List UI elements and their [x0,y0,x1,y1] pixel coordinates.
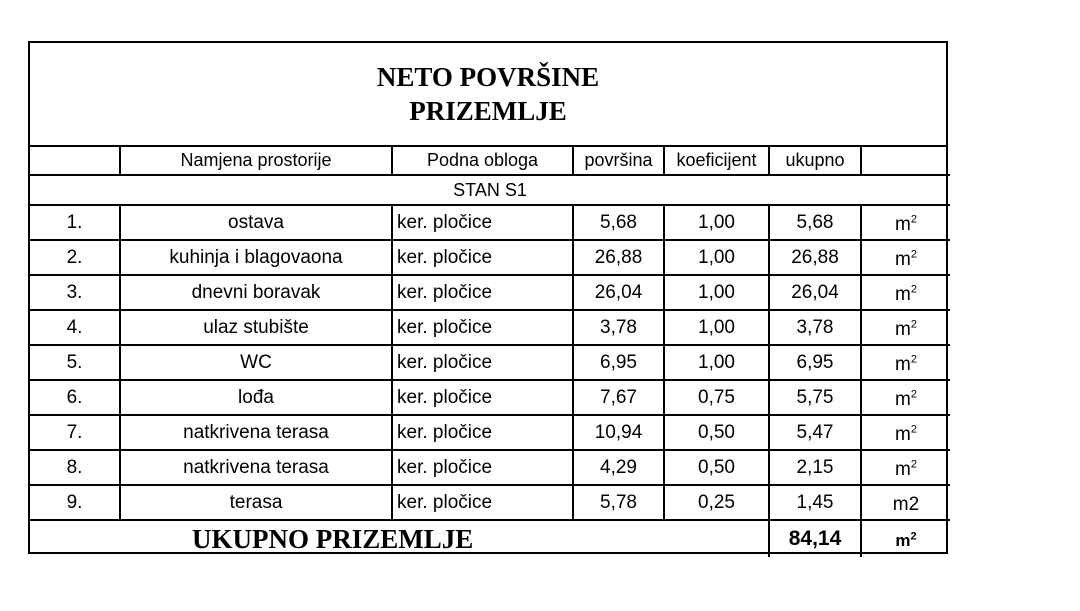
row-number: 5. [30,345,120,380]
section-label: STAN S1 [30,175,950,205]
total-value: 26,88 [769,240,861,275]
total-value: 1,45 [769,485,861,520]
coefficient-value: 1,00 [664,310,769,345]
area-value: 26,04 [573,275,664,310]
row-number: 4. [30,310,120,345]
coefficient-value: 0,50 [664,415,769,450]
table-row [30,415,950,450]
table-row [30,450,950,485]
total-row [30,520,950,557]
row-number: 8. [30,450,120,485]
header-unit [861,147,950,175]
header-koeficijent: koeficijent [664,147,769,175]
floor-covering: ker. pločice [392,310,573,345]
unit-label [895,210,917,236]
area-table-sheet [28,41,948,554]
header-row [30,147,950,175]
table-row [30,485,950,520]
unit-cell [861,310,950,345]
total-value: 26,04 [769,275,861,310]
total-sum: 84,14 [769,520,861,557]
unit-label [895,385,917,411]
section-row [30,175,950,205]
unit-cell [861,345,950,380]
unit-exponent: 2 [910,458,917,471]
total-unit-label [895,527,916,551]
room-name: ostava [120,205,392,240]
unit-base: m [895,423,911,445]
unit-label [895,315,917,341]
unit-base: m [895,388,911,410]
row-number: 3. [30,275,120,310]
table-row [30,345,950,380]
unit-cell [861,415,950,450]
total-value: 5,47 [769,415,861,450]
floor-covering: ker. pločice [392,275,573,310]
unit-label [895,455,917,481]
area-value: 26,88 [573,240,664,275]
unit-exponent: 2 [910,318,917,331]
table-row [30,380,950,415]
coefficient-value: 0,50 [664,450,769,485]
coefficient-value: 0,75 [664,380,769,415]
floor-covering: ker. pločice [392,345,573,380]
total-value: 6,95 [769,345,861,380]
table-row [30,240,950,275]
unit-exponent: 2 [910,353,917,366]
header-number [30,147,120,175]
unit-label [895,280,917,306]
unit-exponent: 2 [910,423,917,436]
room-name: natkrivena terasa [120,450,392,485]
header-povrsina: površina [573,147,664,175]
room-name: natkrivena terasa [120,415,392,450]
table-row [30,275,950,310]
unit-cell [861,205,950,240]
total-value: 5,68 [769,205,861,240]
coefficient-value: 1,00 [664,345,769,380]
unit-cell [861,380,950,415]
total-label: UKUPNO PRIZEMLJE [30,520,769,557]
row-number: 2. [30,240,120,275]
room-name: ulaz stubište [120,310,392,345]
unit-cell [861,450,950,485]
unit-base: m [895,283,911,305]
coefficient-value: 1,00 [664,275,769,310]
row-number: 6. [30,380,120,415]
unit-cell [861,275,950,310]
area-table [30,147,950,557]
room-name: WC [120,345,392,380]
unit-exponent: 2 [910,388,917,401]
table-row [30,205,950,240]
total-unit-base: m [895,531,911,550]
floor-covering: ker. pločice [392,205,573,240]
area-value: 7,67 [573,380,664,415]
area-value: 6,95 [573,345,664,380]
title-line-2: PRIZEMLJE [409,96,567,126]
row-number: 7. [30,415,120,450]
header-podna-obloga: Podna obloga [392,147,573,175]
floor-covering: ker. pločice [392,380,573,415]
total-unit [861,520,950,557]
total-value: 5,75 [769,380,861,415]
floor-covering: ker. pločice [392,485,573,520]
unit-label [895,420,917,446]
unit-base: m [895,353,911,375]
unit-cell [861,485,950,520]
header-ukupno: ukupno [769,147,861,175]
table-row [30,310,950,345]
total-unit-exponent: 2 [910,530,917,543]
unit-base: m2 [892,493,920,515]
room-name: terasa [120,485,392,520]
coefficient-value: 1,00 [664,205,769,240]
room-name: kuhinja i blagovaona [120,240,392,275]
coefficient-value: 0,25 [664,485,769,520]
unit-label [895,350,917,376]
unit-exponent: 2 [910,248,917,261]
unit-base: m [895,213,911,235]
room-name: lođa [120,380,392,415]
area-value: 5,68 [573,205,664,240]
floor-covering: ker. pločice [392,450,573,485]
total-value: 2,15 [769,450,861,485]
area-value: 5,78 [573,485,664,520]
unit-base: m [895,248,911,270]
unit-label [893,490,919,516]
title-line-1: NETO POVRŠINE [376,62,600,92]
unit-exponent: 2 [910,283,917,296]
unit-label [895,245,917,271]
area-value: 4,29 [573,450,664,485]
unit-exponent: 2 [910,213,917,226]
unit-cell [861,240,950,275]
row-number: 9. [30,485,120,520]
table-title [30,43,946,147]
floor-covering: ker. pločice [392,415,573,450]
row-number: 1. [30,205,120,240]
floor-covering: ker. pločice [392,240,573,275]
area-value: 3,78 [573,310,664,345]
room-name: dnevni boravak [120,275,392,310]
coefficient-value: 1,00 [664,240,769,275]
area-value: 10,94 [573,415,664,450]
header-namjena: Namjena prostorije [120,147,392,175]
total-value: 3,78 [769,310,861,345]
unit-base: m [895,318,911,340]
unit-base: m [895,458,911,480]
